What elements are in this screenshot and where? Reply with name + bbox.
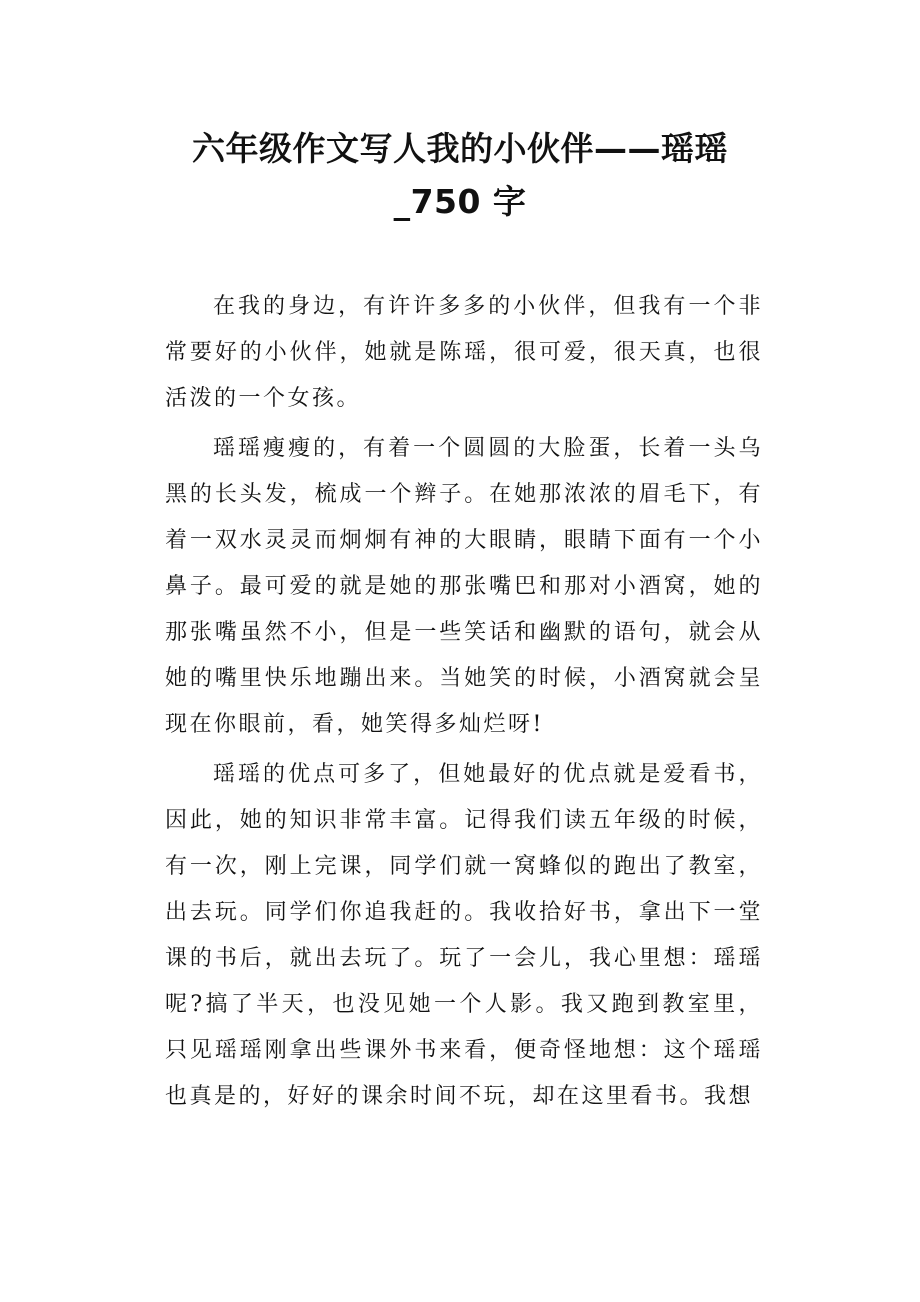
paragraph-3: 瑶瑶的优点可多了，但她最好的优点就是爱看书，因此，她的知识非常丰富。记得我们读五年级的时候，有一次，刚上完课，同学们就一窝蜂似的跑出了教室，出去玩。同学们你追我赶的。我收拾好书，拿出下一堂课的书后，就出去玩了。玩了一会儿，我心里想：瑶瑶呢?搞了半天，也没见她一个人影。我又跑到教室里，只见瑶瑶刚拿出些课外书来看，便奇怪地想：这个瑶瑶也真是的，好好的课余时间不玩，却在这里看书。我想: [165, 762, 763, 1109]
paragraph-1: 在我的身边，有许许多多的小伙伴，但我有一个非常要好的小伙伴，她就是陈瑶，很可爱，很天真，也很活泼的一个女孩。: [165, 294, 763, 411]
title-line-2: _750 字: [393, 182, 527, 221]
document-title: [150, 122, 770, 228]
document-body: [165, 284, 763, 1124]
title-line-1: 六年级作文写人我的小伙伴——瑶瑶: [192, 129, 728, 168]
paragraph-2: 瑶瑶瘦瘦的，有着一个圆圆的大脸蛋，长着一头乌黑的长头发，梳成一个辫子。在她那浓浓的眉毛下，有着一双水灵灵而炯炯有神的大眼睛，眼睛下面有一个小鼻子。最可爱的就是她的那张嘴巴和那对小酒窝，她的那张嘴虽然不小，但是一些笑话和幽默的语句，就会从她的嘴里快乐地蹦出来。当她笑的时候，小酒窝就会呈现在你眼前，看，她笑得多灿烂呀!: [165, 436, 763, 737]
